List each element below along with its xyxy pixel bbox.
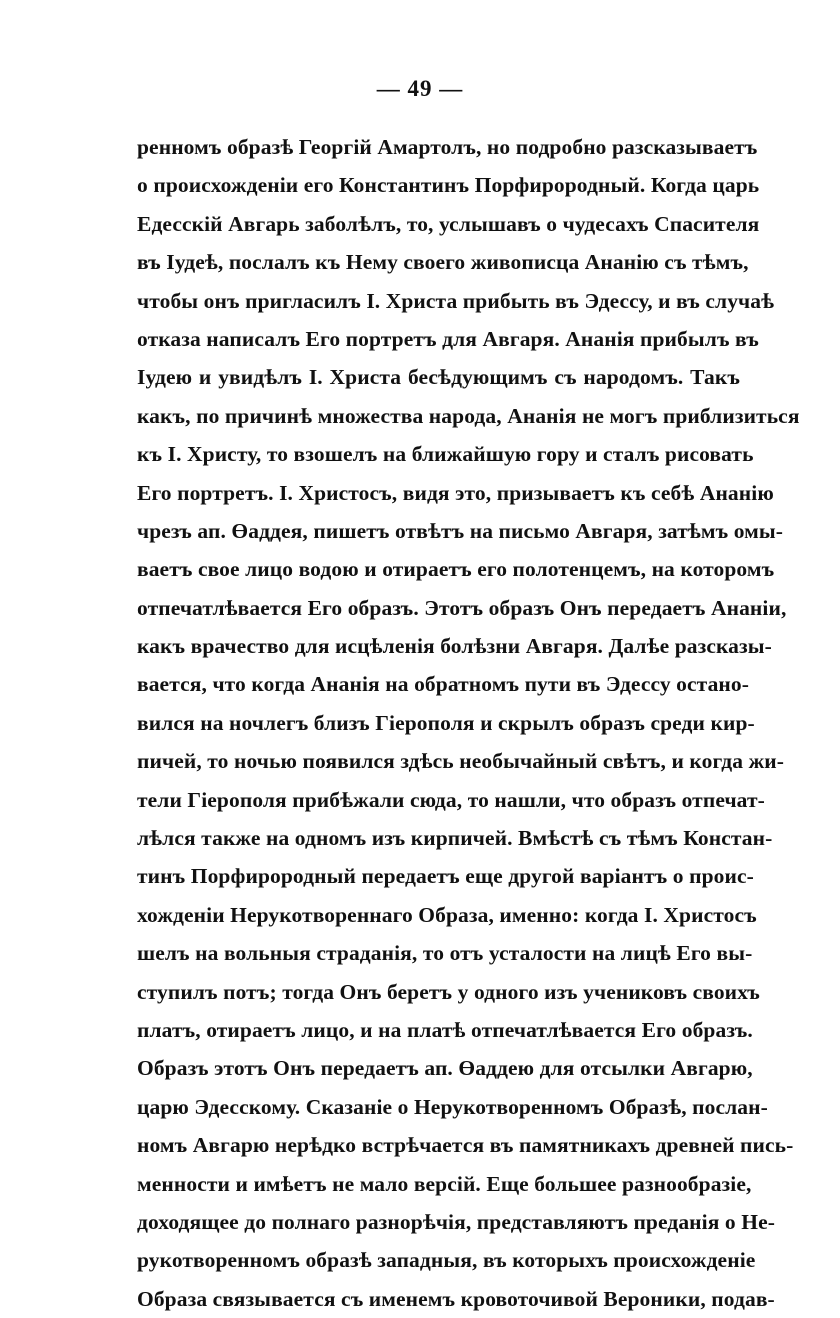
text-line: менности и имѣетъ не мало версій. Еще большее разнообразіе,	[137, 1171, 752, 1196]
text-line: вился на ночлегъ близъ Гіерополя и скрылъ образъ среди кир-	[137, 710, 755, 735]
text-line: рукотворенномъ образѣ западныя, въ которыхъ происхожденіе	[137, 1248, 756, 1273]
text-line: пичей, то ночью появился здѣсь необычайный свѣтъ, и когда жи-	[137, 749, 785, 774]
text-line: царю Эдесскому. Сказаніе о Нерукотворенномъ Образѣ, послан-	[137, 1094, 768, 1119]
text-line: шелъ на вольныя страданія, то отъ усталости на лицѣ Его вы-	[137, 941, 753, 966]
text-line: тинъ Порфирородный передаетъ еще другой варіантъ о проис-	[137, 864, 754, 889]
text-line: Образа связывается съ именемъ кровоточивой Вероники, подав-	[137, 1286, 775, 1311]
text-line: чрезъ ап. Өаддея, пишетъ отвѣтъ на письмо Авгаря, затѣмъ омы-	[137, 518, 784, 543]
text-line: ваетъ свое лицо водою и отираетъ его полотенцемъ, на которомъ	[137, 557, 775, 582]
text-line: какъ, по причинѣ множества народа, Ананія не могъ приблизиться	[137, 403, 800, 428]
text-line: хожденіи Нерукотвореннаго Образа, именно: когда І. Христосъ	[137, 902, 757, 927]
page-number: — 49 —	[376, 76, 464, 101]
text-line: чтобы онъ пригласилъ І. Христа прибыть въ Эдессу, и въ случаѣ	[137, 288, 775, 313]
text-line: какъ врачество для исцѣленія болѣзни Авгаря. Далѣе разсказы-	[137, 634, 772, 659]
text-line: отпечатлѣвается Его образъ. Этотъ образъ Онъ передаетъ Ананіи,	[137, 595, 787, 620]
text-line: Образъ этотъ Онъ передаетъ ап. Өаддею для отсылки Авгарю,	[137, 1056, 753, 1081]
text-line: къ І. Христу, то взошелъ на ближайшую гору и сталъ рисовать	[137, 442, 754, 467]
text-line: ступилъ потъ; тогда Онъ беретъ у одного изъ учениковъ своихъ	[137, 979, 760, 1004]
text-line: Его портретъ. І. Христосъ, видя это, призываетъ къ себѣ Ананію	[137, 480, 774, 505]
text-line: Іудею и увидѣлъ І. Христа бесѣдующимъ съ народомъ. Такъ	[137, 365, 740, 390]
text-line: платъ, отираетъ лицо, и на платѣ отпечатлѣвается Его образъ.	[137, 1017, 753, 1042]
text-line: Едесскій Авгарь заболѣлъ, то, услышавъ о чудесахъ Спасителя	[137, 211, 760, 236]
text-line: вается, что когда Ананія на обратномъ пути въ Эдессу остано-	[137, 672, 750, 697]
text-line: въ Іудеѣ, послалъ къ Нему своего живописца Ананію съ тѣмъ,	[137, 250, 749, 275]
text-line: отказа написалъ Его портретъ для Авгаря. Ананія прибылъ въ	[137, 326, 759, 351]
text-line: номъ Авгарю нерѣдко встрѣчается въ памятникахъ древней пись-	[137, 1133, 794, 1158]
text-line: доходящее до полнаго разнорѣчія, представляютъ преданія о Не-	[137, 1209, 775, 1234]
text-line: ренномъ образѣ Георгій Амартолъ, но подробно разсказываетъ	[137, 135, 758, 159]
body-text	[137, 128, 800, 1318]
text-line: лѣлся также на одномъ изъ кирпичей. Вмѣстѣ съ тѣмъ Констан-	[137, 826, 773, 851]
text-line: тели Гіерополя прибѣжали сюда, то нашли, что образъ отпечат-	[137, 787, 765, 812]
text-line: о происхожденіи его Константинъ Порфирородный. Когда царь	[137, 173, 760, 198]
